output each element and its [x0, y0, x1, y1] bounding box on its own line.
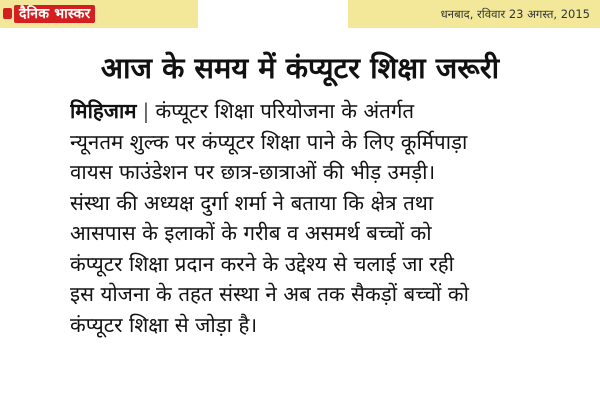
article-headline: आज के समय में कंप्यूटर शिक्षा जरूरी	[100, 51, 500, 85]
newspaper-logo	[0, 0, 198, 28]
article-body	[70, 96, 580, 340]
dateline-place: मिहिजाम	[70, 99, 137, 123]
logo-text: दैनिक भास्कर	[14, 5, 95, 23]
article-line-1-text: कंप्यूटर शिक्षा परियोजना के अंतर्गत	[155, 99, 415, 123]
article-line-8: कंप्यूटर शिक्षा से जोड़ा है।	[70, 312, 258, 337]
article-line-5: आसपास के इलाकों के गरीब व असमर्थ बच्चों को	[70, 221, 432, 245]
dateline-separator: |	[142, 99, 150, 123]
article-line-1	[70, 96, 580, 127]
article-line-6: कंप्यूटर शिक्षा प्रदान करने के उद्देश्य से चलाई जा रही	[70, 251, 454, 276]
article-line-3: वायस फाउंडेशन पर छात्र-छात्राओं की भीड़ उमड़ी।	[70, 160, 436, 184]
logo-mark-icon	[3, 8, 12, 19]
article-line-7: इस योजना के तहत संस्था ने अब तक सैकड़ों बच्चों को	[70, 282, 469, 306]
article-line-4: संस्था की अध्यक्ष दुर्गा शर्मा ने बताया कि क्षेत्र तथा	[70, 190, 434, 215]
masthead	[0, 0, 600, 30]
masthead-dateline: धनबाद, रविवार 23 अगस्त, 2015	[348, 0, 600, 28]
article-line-2: न्यूनतम शुल्क पर कंप्यूटर शिक्षा पाने के लिए कूर्मिपाड़ा	[70, 129, 468, 154]
